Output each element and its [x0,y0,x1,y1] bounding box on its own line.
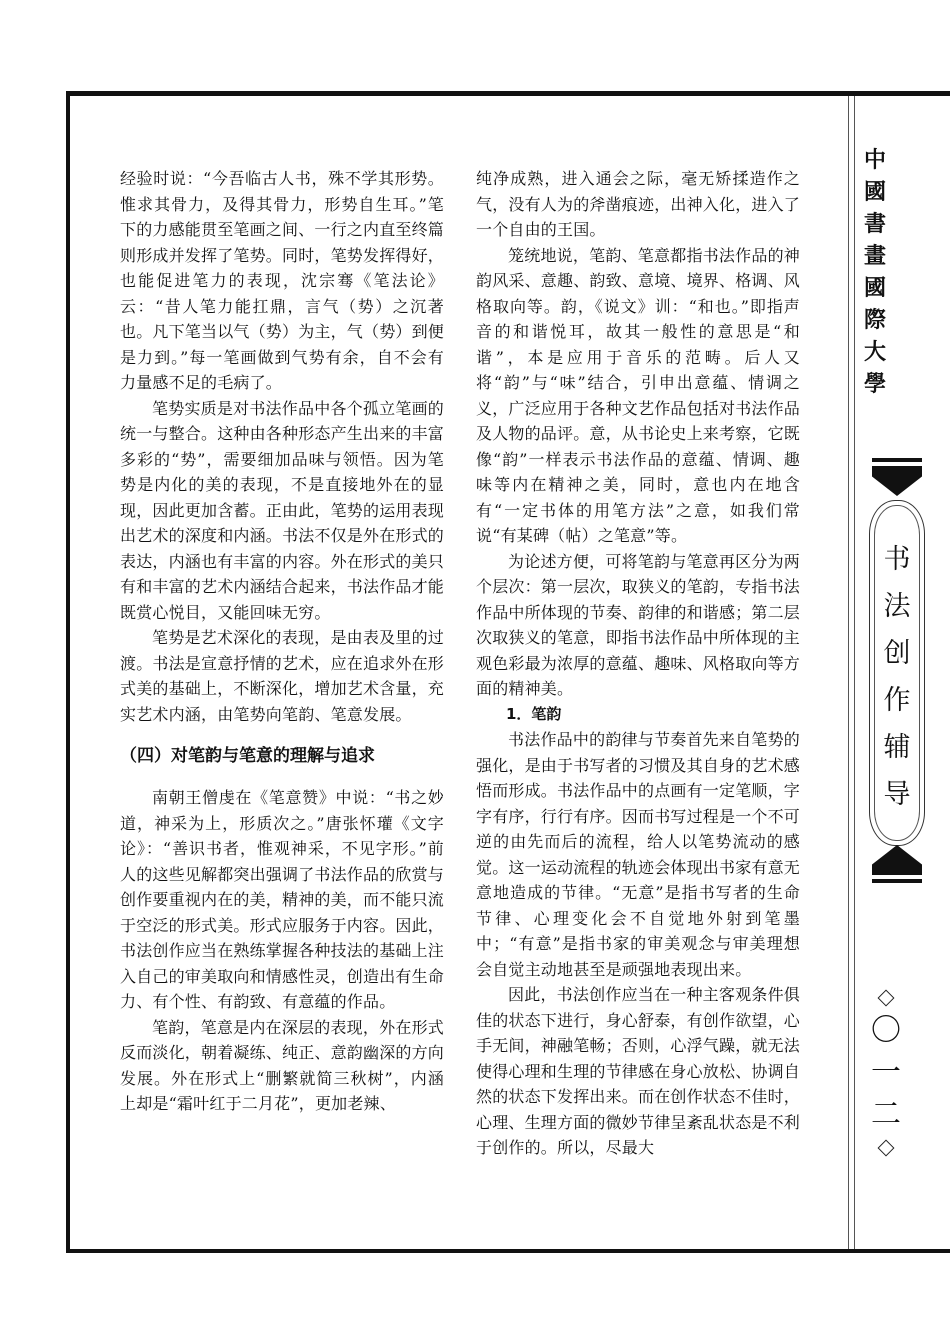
series-title-char: 大 [863,340,886,365]
ornament-bar [872,458,922,462]
page-number-char: 〇 [871,1013,901,1048]
paragraph: 笔势实质是对书法作品中各个孤立笔画的统一与整合。这种由各种形态产生出来的丰富多彩的“势”，需要细加品味与领悟。因为笔势是内化的美的表现，不是直接地外在的显现，因此更加含蓄。正由此，笔势的运用表现出艺术的深度和内涵。书法不仅是外在形式的表达，内涵也有丰富的内容。外在形式的美只有和丰富的艺术内涵结合起来，书法作品才能既赏心悦目，又能回味无穷。 [120,398,445,622]
page-frame-left [66,91,70,1253]
paragraph: 书法作品中的韵律与节奏首先来自笔势的强化，是由于书写者的习惯及其自身的艺术感悟而形成。书法作品中的点画有一定笔顺，字字有序，行行有序。因而书写过程是一个不可逆的由先而后的流程，给人以笔势流动的感觉。这一运动流程的轨迹会体现出书家有意无意地造成的节律。“无意”是指书写者的生命节律、心理变化会不自觉地外射到笔墨中；“有意”是指书家的审美观念与审美理想会自觉主动地甚至是顽强地表现出来。 [476,730,801,979]
book-title [870,536,924,818]
paragraph: 纯净成熟，进入通会之际，毫无矫揉造作之气，没有人为的斧凿痕迹，出神入化，进入了一个自由的王国。 [476,169,801,239]
book-title-char: 书 [883,544,911,575]
ornament-cap-bottom [872,845,922,875]
book-title-char: 辅 [883,732,911,763]
left-column [120,166,444,1117]
paragraph: 笔韵，笔意是内在深层的表现，外在形式反而淡化，朝着凝练、纯正、意韵幽深的方向发展。外在形式上“删繁就简三秋树”，内涵上却是“霜叶红于二月花”，更加老辣、 [120,1017,445,1113]
series-title-char: 際 [863,308,886,333]
book-title-char: 作 [883,685,911,716]
diamond-icon [878,990,895,1007]
book-title-char: 法 [883,591,911,622]
section-heading: （四）对笔韵与笔意的理解与追求 [120,746,375,766]
series-title [859,145,891,401]
book-title-char: 创 [883,638,911,669]
subsection-heading: 1．笔韵 [506,704,562,723]
paragraph: 为论述方便，可将笔韵与笔意再区分为两个层次：第一层次，取狭义的笔韵，专指书法作品中所体现的节奏、韵律的和谐感；第二层次取狭义的笔意，即指书法作品中所体现的主观色彩最为浓厚的意蕴、趣味、风格取向等方面的精神美。 [476,551,801,698]
series-title-char: 書 [863,212,886,237]
paragraph: 笔势是艺术深化的表现，是由表及里的过渡。书法是宣意抒情的艺术，应在追求外在形式美的基础上，不断深化，增加艺术含量，充实艺术内涵，由笔势向笔韵、笔意发展。 [120,628,445,724]
ornament-bar [872,879,922,883]
ornament-cap-top [872,466,922,496]
paragraph: 经验时说：“今吾临古人书，殊不学其形势。惟求其骨力，及得其骨力，形势自生耳。”笔下的力感能贯至笔画之间、一行之内直至终篇则形成并发挥了笔势。同时，笔势发挥得好，也能促进笔力的表现，沈宗骞《笔法论》云：“昔人笔力能扛鼎，言气（势）之沉著也。凡下笔当以气（势）为主，气（势）到便是力到。”每一笔画做到气势有余，自不会有力量感不足的毛病了。 [120,169,445,392]
page-number-char: 一 [871,1055,901,1090]
page-frame-top [66,91,950,96]
diamond-icon [878,1140,895,1157]
page-number [866,992,906,1154]
paragraph: 因此，书法创作应当在一种主客观条件俱佳的状态下进行，身心舒泰，有创作欲望，心手无间，神融笔畅；否则，心浮气躁，就无法使得心理和生理的节律感在身心放松、协调自然的状态下发挥出来。而在创作状态不佳时，心理、生理方面的微妙节律呈紊乱状态是不利于创作的。所以，尽最大 [476,985,801,1157]
paragraph: 南朝王僧虔在《笔意赞》中说：“书之妙道，神采为上，形质次之。”唐张怀瓘《文字论》：“善识书者，惟观神采，不见字形。”前人的这些见解都突出强调了书法作品的欣赏与创作要重视内在的美，精神的美，而不能只流于空泛的形式美。形式应服务于内容。因此，书法创作应当在熟练掌握各种技法的基础上注入自己的审美取向和情感性灵，创造出有生命力、有个性、有韵致、有意蕴的作品。 [120,788,445,1011]
book-title-plaque [869,500,925,846]
sidebar-divider [848,96,849,1249]
series-title-char: 中 [863,148,886,173]
series-title-char: 國 [863,276,886,301]
series-title-char: 國 [863,180,886,205]
paragraph: 笼统地说，笔韵、笔意都指书法作品的神韵风采、意趣、韵致、意境、境界、格调、风格取向等。韵，《说文》训：“和也。”即指声音的和谐悦耳，故其一般性的意思是“和谐”，本是应用于音乐的范畴。后人又将“韵”与“味”结合，引申出意蕴、情调之义，广泛应用于各种文艺作品包括对书法作品及人物的品评。意，从书论史上来考察，它既像“韵”一样表示书法作品的意蕴、情调、趣味等内在精神之美，同时，意也内在地含有“一定书体的用笔方法”之意，如我们常说“有某碑（帖）之笔意”等。 [476,245,801,545]
book-title-char: 导 [883,779,911,810]
series-title-char: 學 [863,372,886,397]
series-title-char: 畫 [863,244,886,269]
right-column [476,166,800,1161]
page-number-char: 二 [871,1097,901,1132]
sidebar-divider [854,96,855,1249]
page-frame-bottom [66,1249,950,1253]
